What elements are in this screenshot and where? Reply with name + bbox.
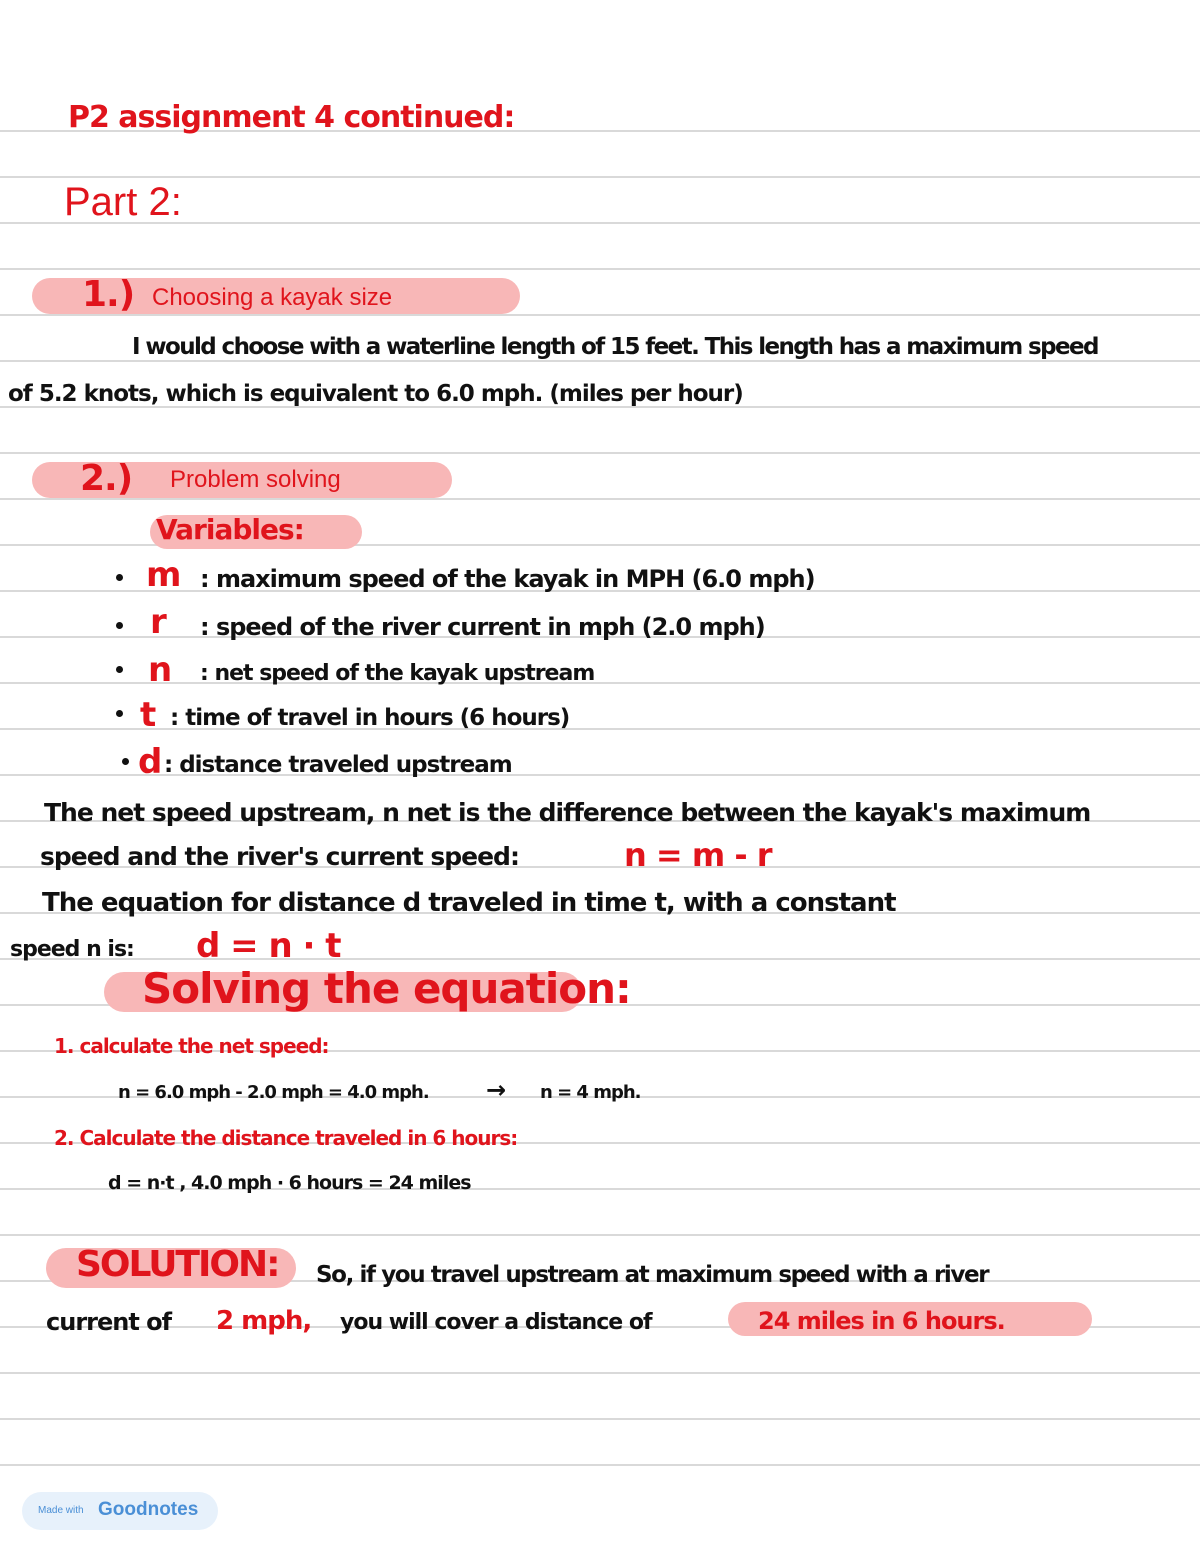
bullet xyxy=(116,666,123,673)
step2-work: d = n·t , 4.0 mph · 6 hours = 24 miles xyxy=(108,1172,471,1194)
step1-work: n = 6.0 mph - 2.0 mph = 4.0 mph. xyxy=(118,1082,429,1103)
goodnotes-logo: Goodnotes xyxy=(98,1499,199,1520)
variable-text: : distance traveled upstream xyxy=(164,752,512,778)
distance-text-line1: The equation for distance d traveled in time t, with a constant xyxy=(42,888,896,918)
distance-equation: d = n · t xyxy=(196,926,341,966)
section2-label: Problem solving xyxy=(170,466,341,493)
arrow-icon: → xyxy=(486,1076,506,1104)
variable-symbol: d xyxy=(138,742,162,782)
solution-text-line2-mid: you will cover a distance of xyxy=(340,1310,652,1335)
solving-heading: Solving the equation: xyxy=(142,964,631,1013)
variable-text: : maximum speed of the kayak in MPH (6.0 mph) xyxy=(200,565,815,593)
distance-text-line2: speed n is: xyxy=(10,937,134,962)
section1-text-line1: I would choose with a waterline length of 15 feet. This length has a maximum speed xyxy=(132,334,1098,360)
solution-river-speed: 2 mph, xyxy=(216,1306,312,1336)
ruled-line xyxy=(0,1234,1200,1236)
variables-heading: Variables: xyxy=(156,513,304,546)
net-speed-text-line1: The net speed upstream, n net is the difference between the kayak's maximum xyxy=(44,798,1091,827)
ruled-line xyxy=(0,682,1200,684)
goodnotes-badge xyxy=(22,1492,218,1530)
ruled-line xyxy=(0,268,1200,270)
ruled-line xyxy=(0,1464,1200,1466)
solution-answer: 24 miles in 6 hours. xyxy=(758,1307,1005,1335)
variable-text: : time of travel in hours (6 hours) xyxy=(170,705,570,731)
page-title: P2 assignment 4 continued: xyxy=(68,100,515,135)
section1-number: 1.) xyxy=(82,274,135,315)
variable-symbol: t xyxy=(140,695,156,735)
variable-text: : net speed of the kayak upstream xyxy=(200,661,595,686)
solution-label: SOLUTION: xyxy=(76,1244,279,1285)
solution-text-line1: So, if you travel upstream at maximum speed with a river xyxy=(316,1262,989,1288)
bullet xyxy=(116,574,123,581)
made-with-text: Made with xyxy=(38,1505,84,1516)
step1-result: n = 4 mph. xyxy=(540,1082,641,1103)
variable-symbol: r xyxy=(150,602,166,642)
solution-text-line2-start: current of xyxy=(46,1308,172,1336)
bullet xyxy=(116,622,123,629)
ruled-line xyxy=(0,360,1200,362)
ruled-line xyxy=(0,314,1200,316)
bullet xyxy=(116,710,123,717)
variable-symbol: n xyxy=(148,650,172,690)
net-speed-equation: n = m - r xyxy=(624,836,772,874)
bullet xyxy=(122,758,129,765)
ruled-line xyxy=(0,1372,1200,1374)
step2-label: 2. Calculate the distance traveled in 6 hours: xyxy=(54,1126,518,1150)
section1-text-line2: of 5.2 knots, which is equivalent to 6.0 mph. (miles per hour) xyxy=(8,381,743,407)
net-speed-text-line2: speed and the river's current speed: xyxy=(40,842,519,871)
ruled-line xyxy=(0,452,1200,454)
ruled-line xyxy=(0,176,1200,178)
section1-label: Choosing a kayak size xyxy=(152,284,393,311)
ruled-line xyxy=(0,1418,1200,1420)
section2-number: 2.) xyxy=(80,458,133,499)
part-heading: Part 2: xyxy=(64,180,182,224)
ruled-line xyxy=(0,498,1200,500)
variable-symbol: m xyxy=(146,555,181,595)
step1-label: 1. calculate the net speed: xyxy=(54,1034,329,1058)
variable-text: : speed of the river current in mph (2.0 mph) xyxy=(200,613,765,641)
ruled-line xyxy=(0,958,1200,960)
